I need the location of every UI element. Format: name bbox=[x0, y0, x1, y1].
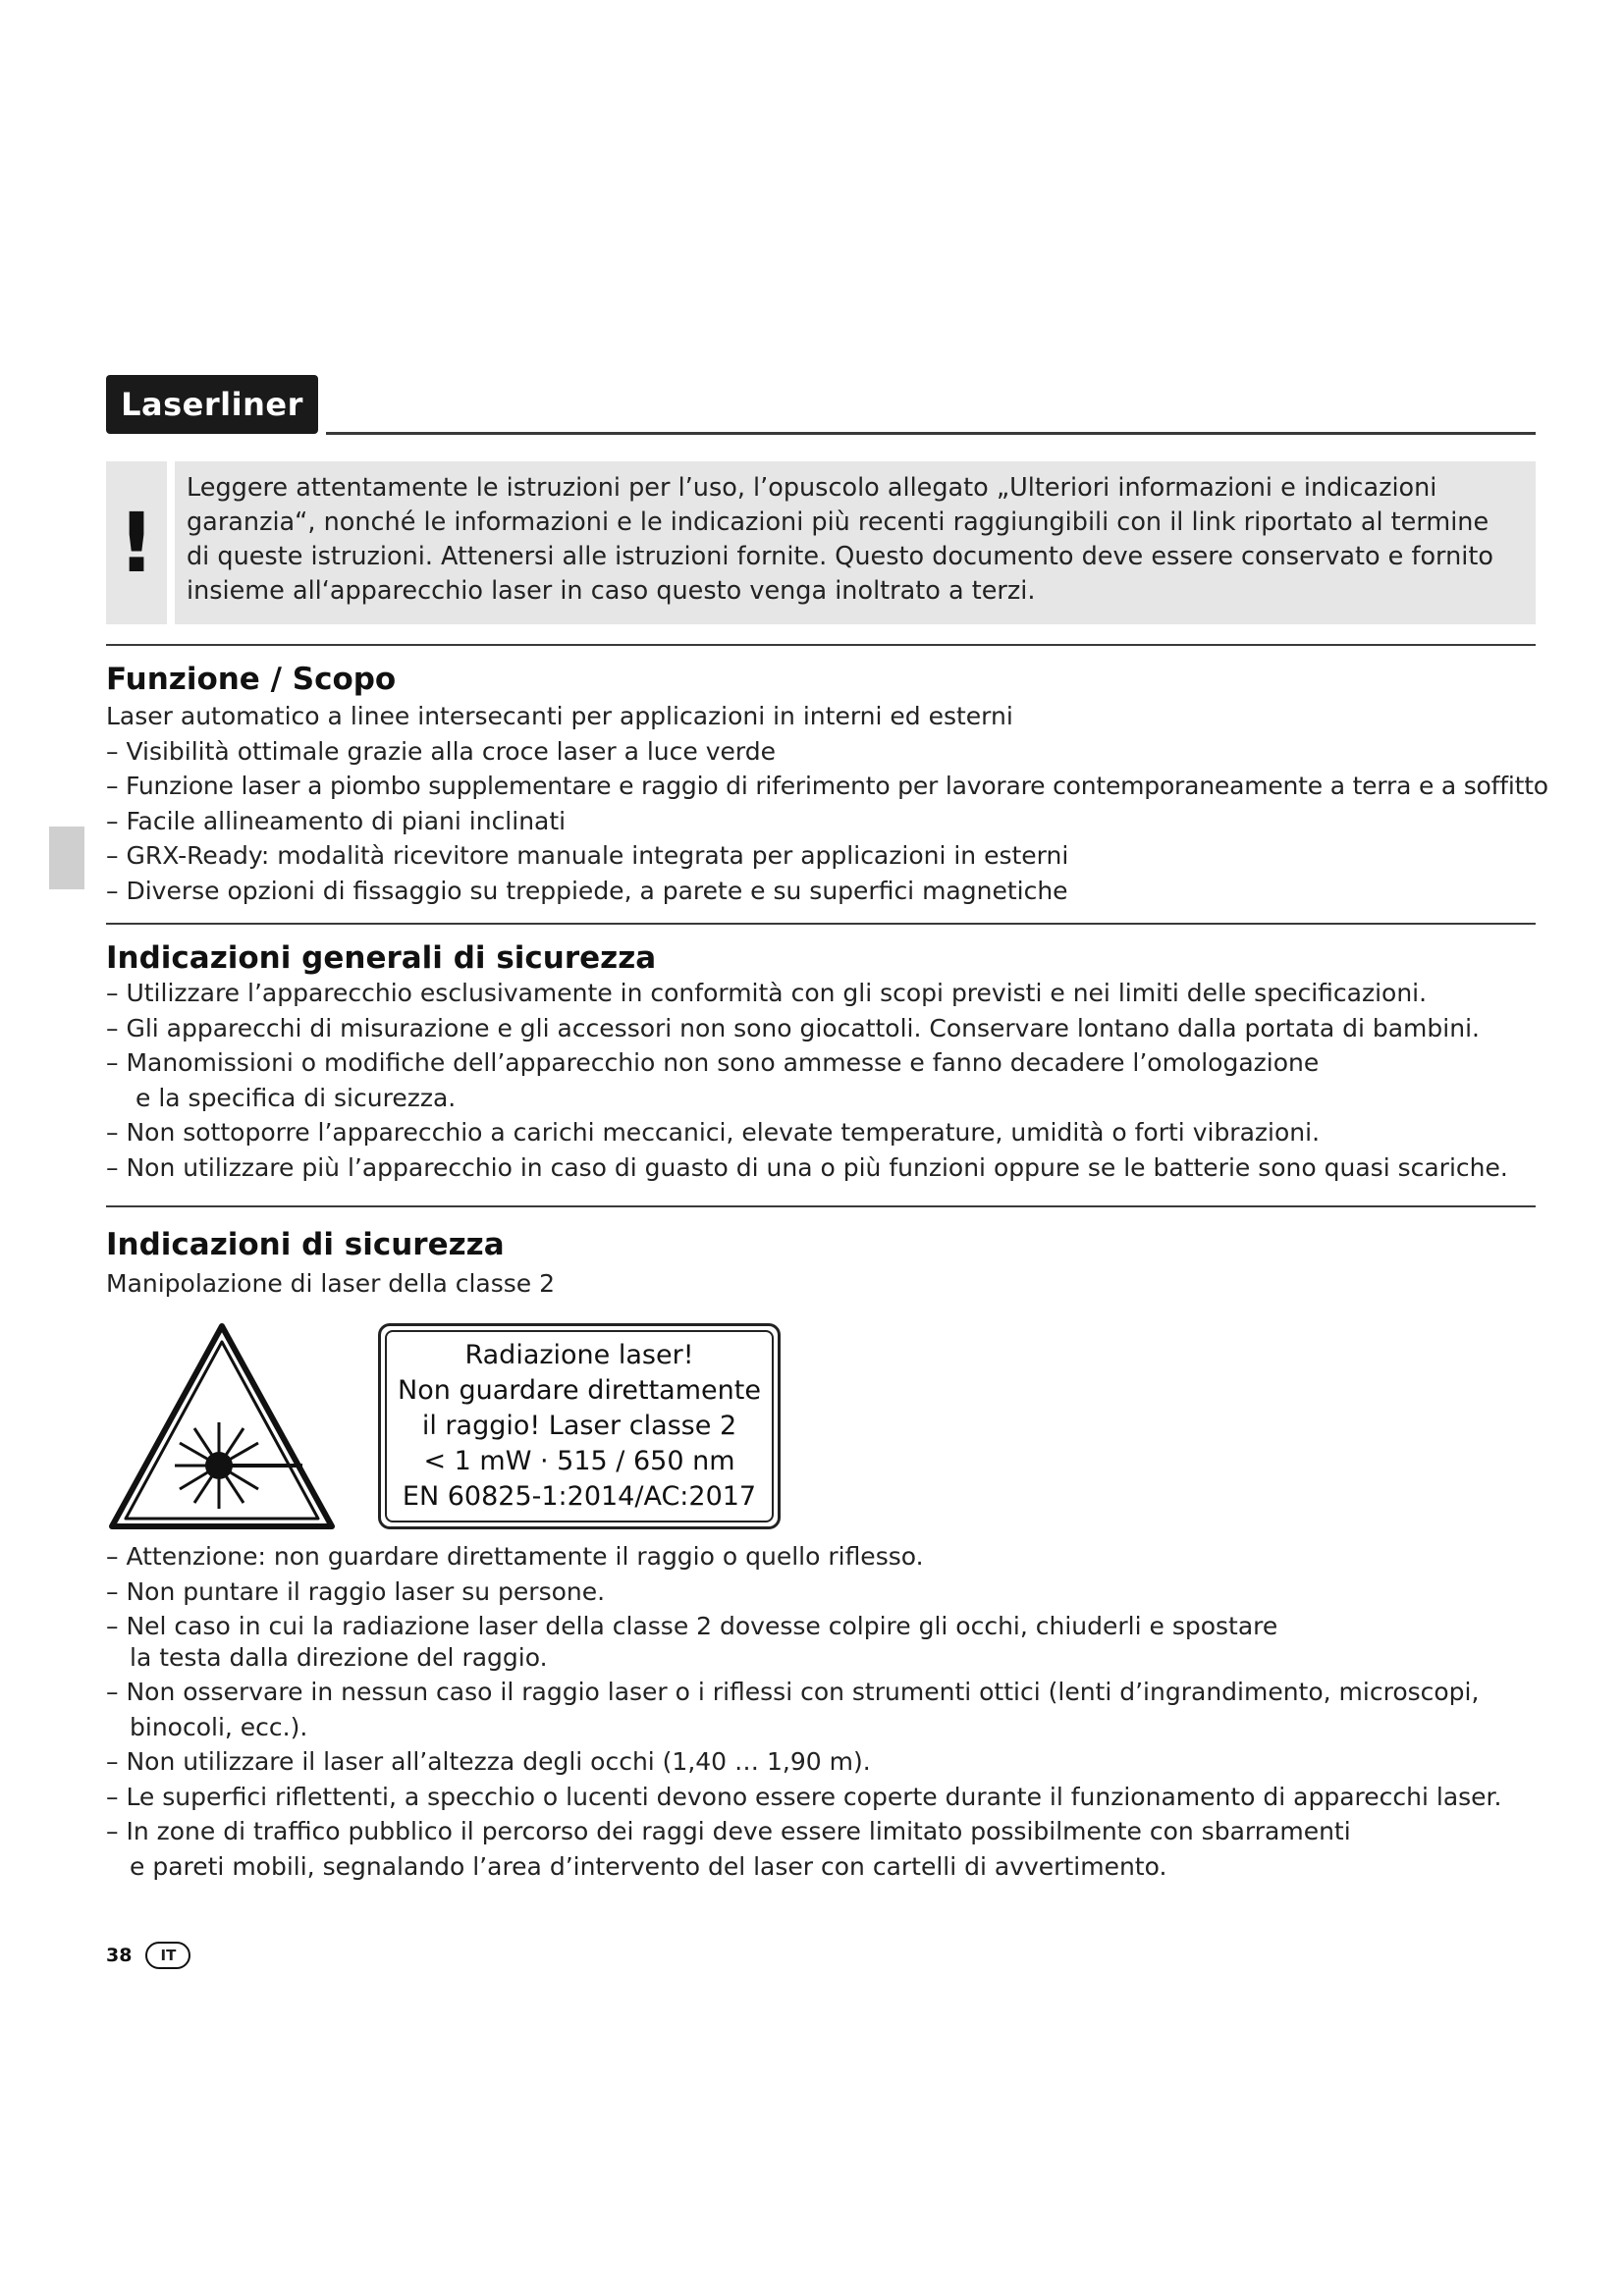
generali-line: – Gli apparecchi di misurazione e gli accessori non sono giocattoli. Conservare lontano dalla portata di bambini. bbox=[106, 1013, 1480, 1042]
notice-line: garanzia“, nonché le informazioni e le indicazioni più recenti raggiungibili con il link riportato al termine bbox=[187, 507, 1489, 537]
sicurezza-list bbox=[106, 1539, 1540, 1884]
section-rule bbox=[106, 923, 1536, 925]
label-line: il raggio! Laser classe 2 bbox=[421, 1411, 737, 1441]
subtitle-text: Manipolazione di laser della classe 2 bbox=[106, 1269, 556, 1298]
notice-line: insieme all‘apparecchio laser in caso questo venga inoltrato a terzi. bbox=[187, 576, 1036, 606]
notice-text bbox=[175, 461, 1536, 624]
laserliner-logo: Laserliner bbox=[106, 375, 318, 434]
funzione-line: – Funzione laser a piombo supplementare e raggio di riferimento per lavorare contemporaneamente a terra e a soffitto bbox=[106, 772, 1548, 800]
section-title-sicurezza: Indicazioni di sicurezza bbox=[106, 1227, 505, 1262]
page-number: 38 bbox=[106, 1945, 133, 1966]
section-rule bbox=[106, 644, 1536, 646]
section-rule bbox=[106, 1205, 1536, 1207]
funzione-list bbox=[106, 699, 1548, 908]
funzione-line: – Visibilità ottimale grazie alla croce laser a luce verde bbox=[106, 736, 776, 766]
notice-line: Leggere attentamente le istruzioni per l’uso, l’opuscolo allegato „Ulteriori informazioni e indicazioni bbox=[187, 473, 1437, 503]
generali-line: – Non sottoporre l’apparecchio a carichi meccanici, elevate temperature, umidità o forti vibrazioni. bbox=[106, 1118, 1321, 1147]
label-line: Non guardare direttamente bbox=[398, 1375, 761, 1406]
sicurezza-line: – Attenzione: non guardare direttamente il raggio o quello riflesso. bbox=[106, 1542, 924, 1571]
funzione-line: – Facile allineamento di piani inclinati bbox=[106, 806, 567, 835]
sicurezza-line: – Non puntare il raggio laser su persone. bbox=[106, 1576, 606, 1606]
generali-line: – Non utilizzare più l’apparecchio in caso di guasto di una o più funzioni oppure se le batterie sono quasi scariche. bbox=[106, 1152, 1508, 1182]
notice-box bbox=[106, 461, 1536, 624]
language-badge: IT bbox=[145, 1942, 190, 1969]
funzione-line: – Diverse opzioni di fissaggio su treppiede, a parete e su superfici magnetiche bbox=[106, 876, 1068, 905]
notice-line: di queste istruzioni. Attenersi alle istruzioni fornite. Questo documento deve essere conservato e fornito bbox=[187, 542, 1493, 571]
generali-line: e la specifica di sicurezza. bbox=[135, 1083, 457, 1112]
sicurezza-line: e pareti mobili, segnalando l’area d’intervento del laser con cartelli di avvertimento. bbox=[130, 1851, 1167, 1881]
generali-line: – Utilizzare l’apparecchio esclusivamente in conformità con gli scopi previsti e nei limiti delle specificazioni. bbox=[106, 979, 1428, 1007]
sicurezza-line: – Non osservare in nessun caso il raggio laser o i riflessi con strumenti ottici (lenti d’ingrandimento, microscopi, bbox=[106, 1678, 1480, 1706]
sicurezza-line: – In zone di traffico pubblico il percorso dei raggi deve essere limitato possibilmente con sbarramenti bbox=[106, 1817, 1351, 1845]
laser-warning-icon bbox=[106, 1320, 338, 1534]
section-title-funzione: Funzione / Scopo bbox=[106, 662, 397, 697]
sicurezza-line: – Non utilizzare il laser all’altezza degli occhi (1,40 … 1,90 m). bbox=[106, 1747, 871, 1776]
sicurezza-line: – Nel caso in cui la radiazione laser della classe 2 dovesse colpire gli occhi, chiuderli e spostare bbox=[106, 1612, 1278, 1640]
sicurezza-line: la testa dalla direzione del raggio. bbox=[130, 1642, 548, 1672]
page-footer bbox=[106, 1942, 190, 1969]
laser-class-label bbox=[378, 1323, 781, 1529]
label-line: Radiazione laser! bbox=[464, 1340, 694, 1370]
label-line: < 1 mW · 515 / 650 nm bbox=[423, 1446, 735, 1476]
sicurezza-subtitle bbox=[106, 1266, 1540, 1302]
chapter-tab bbox=[49, 827, 84, 889]
generali-line: – Manomissioni o modifiche dell’apparecchio non sono ammesse e fanno decadere l’omologazione bbox=[106, 1048, 1320, 1077]
funzione-line: – GRX-Ready: modalità ricevitore manuale integrata per applicazioni in esterni bbox=[106, 841, 1069, 870]
funzione-line: Laser automatico a linee intersecanti per applicazioni in interni ed esterni bbox=[106, 702, 1013, 730]
exclamation-icon: ! bbox=[106, 461, 167, 624]
generali-list bbox=[106, 976, 1540, 1185]
sicurezza-line: – Le superfici riflettenti, a specchio o lucenti devono essere coperte durante il funzionamento di apparecchi laser. bbox=[106, 1782, 1502, 1811]
section-title-generali: Indicazioni generali di sicurezza bbox=[106, 940, 657, 976]
sicurezza-line: binocoli, ecc.). bbox=[130, 1712, 308, 1741]
header-rule bbox=[326, 432, 1536, 435]
label-line: EN 60825-1:2014/AC:2017 bbox=[402, 1481, 757, 1512]
